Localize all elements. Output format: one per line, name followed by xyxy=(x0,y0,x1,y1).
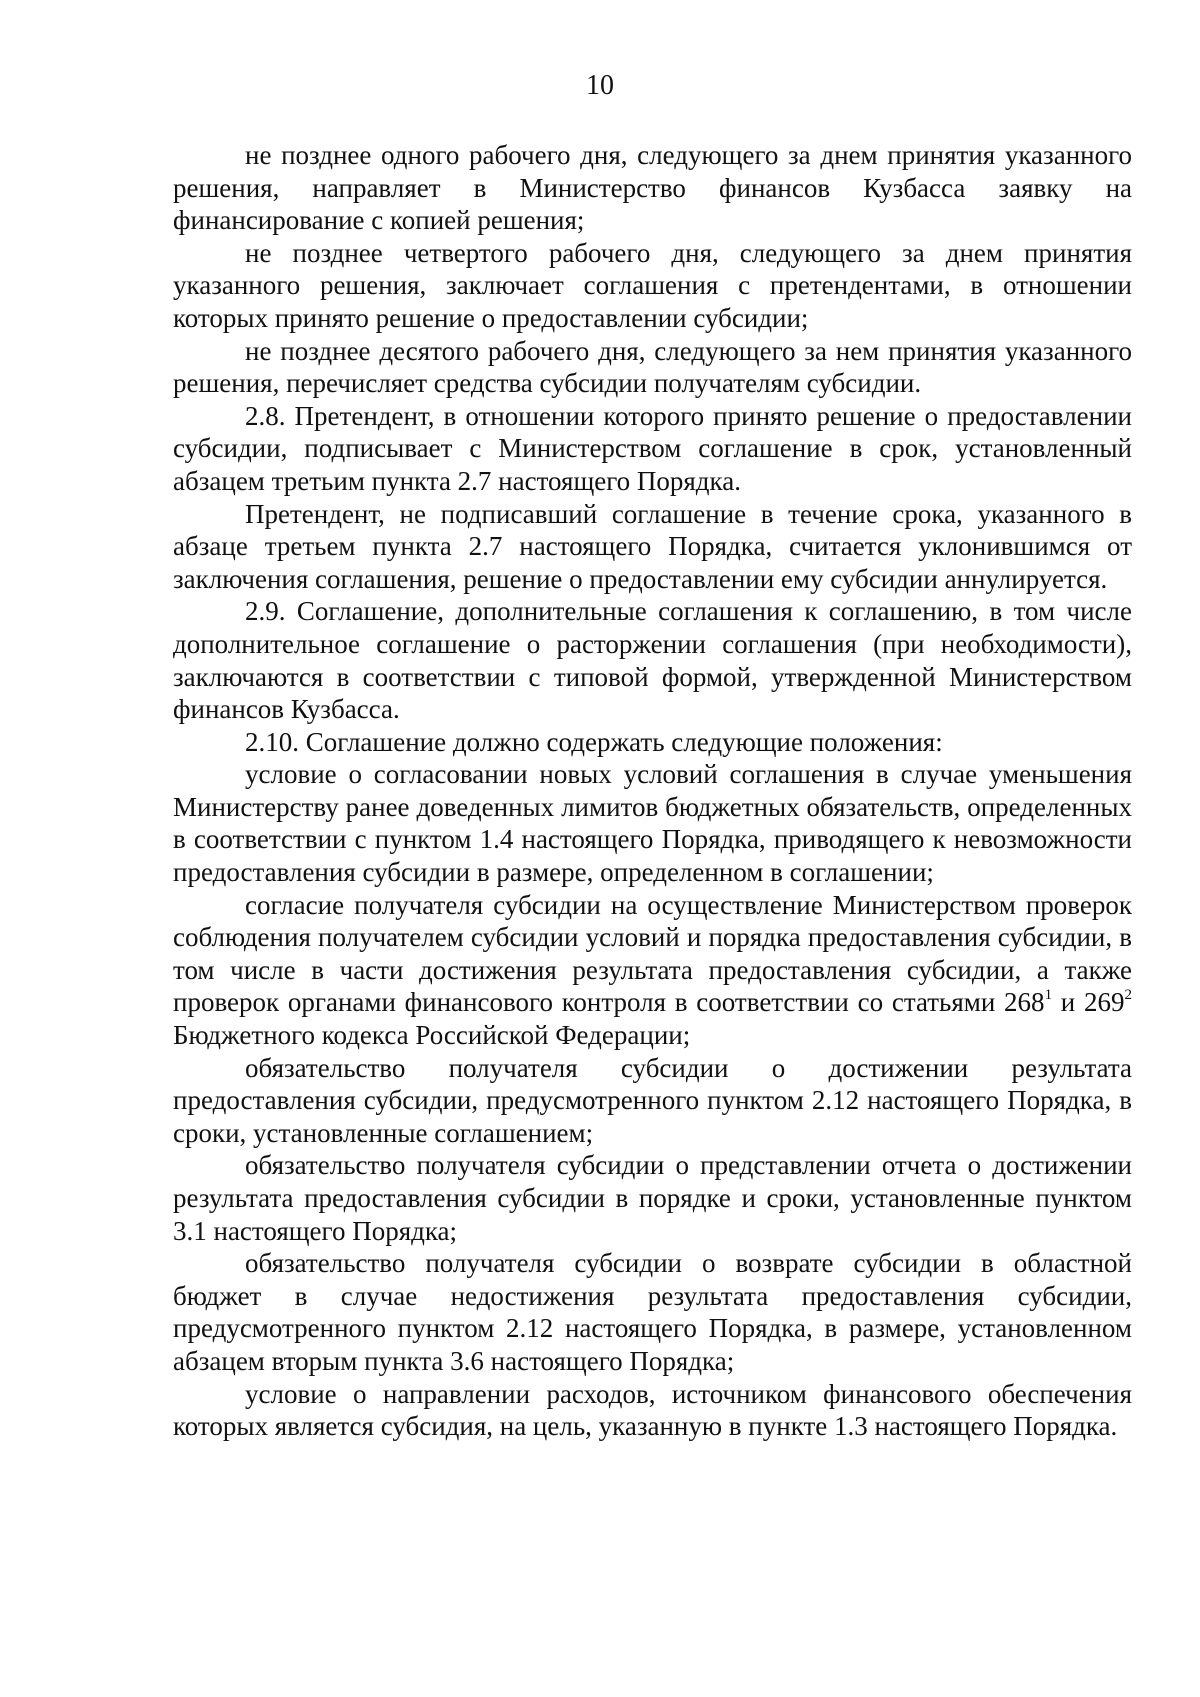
paragraph-result-achievement: обязательство получателя субсидии о достижении результата предоставления субсидии, предусмотренного пунктом 2.12 настоящего Порядка, в сроки, установленные соглашением; xyxy=(173,1052,1132,1148)
paragraph-new-conditions: условие о согласовании новых условий соглашения в случае уменьшения Министерству ранее доведенных лимитов бюджетных обязательств, определенных в соответствии с пунктом 1.4 настоящего Порядка, приводящего к невозможности предоставления субсидии в размере, определенном в соглашении; xyxy=(173,759,1132,888)
paragraph-expense-direction: условие о направлении расходов, источником финансового обеспечения которых является субсидия, на цель, указанную в пункте 1.3 настоящего Порядка. xyxy=(173,1378,1132,1442)
paragraph-funds-transfer: не позднее десятого рабочего дня, следующего за нем принятия указанного решения, перечисляет средства субсидии получателям субсидии. xyxy=(173,335,1132,399)
paragraph-subsidy-return: обязательство получателя субсидии о возврате субсидии в областной бюджет в случае недостижения результата предоставления субсидии, предусмотренного пунктом 2.12 настоящего Порядка, в размере, установленном абзацем вторым пункта 3.6 настоящего Порядка; xyxy=(173,1248,1132,1376)
paragraph-clause-2-10: 2.10. Соглашение должно содержать следующие положения: xyxy=(245,726,943,757)
paragraph-control-consent xyxy=(173,889,1132,1052)
paragraph-clause-2-9: 2.9. Соглашение, дополнительные соглашения к соглашению, в том числе дополнительное соглашение о расторжении соглашения (при необходимости), заключаются в соответствии с типовой формой, утвержденной Министерством финансов Кузбасса. xyxy=(173,596,1132,725)
page-number: 10 xyxy=(586,70,614,101)
superscript-2: 2 xyxy=(1124,987,1133,1004)
paragraph-report-submission: обязательство получателя субсидии о представлении отчета о достижении результата предоставления субсидии в порядке и сроки, установленные пунктом 3.1 настоящего Порядка; xyxy=(173,1150,1132,1246)
paragraph-evasion: Претендент, не подписавший соглашение в течение срока, указанного в абзаце третьем пункта 2.7 настоящего Порядка, считается уклонившимся от заключения соглашения, решение о предоставлении ему субсидии аннулируется. xyxy=(173,498,1132,594)
paragraph-clause-2-8: 2.8. Претендент, в отношении которого принято решение о предоставлении субсидии, подписывает с Министерством соглашение в срок, установленный абзацем третьим пункта 2.7 настоящего Порядка. xyxy=(173,400,1132,496)
superscript-1: 1 xyxy=(1044,987,1053,1004)
control-text-part-3: Бюджетного кодекса Российской Федерации; xyxy=(173,1020,691,1051)
control-text-part-2: и 269 xyxy=(1052,987,1125,1018)
paragraph-financing-request: не позднее одного рабочего дня, следующего за днем принятия указанного решения, направляет в Министерство финансов Кузбасса заявку на финансирование с копией решения; xyxy=(173,140,1132,236)
document-body xyxy=(173,139,1132,1443)
paragraph-agreement-conclusion: не позднее четвертого рабочего дня, следующего за днем принятия указанного решения, заключает соглашения с претендентами, в отношении которых принято решение о предоставлении субсидии; xyxy=(173,237,1132,333)
control-text-part-1: согласие получателя субсидии на осуществление Министерством проверок соблюдения получателем субсидии условий и порядка предоставления субсидии, в том числе в части достижения результата предоставления субсидии, а также проверок органами финансового контроля в соответствии со статьями 268 xyxy=(173,889,1132,1018)
